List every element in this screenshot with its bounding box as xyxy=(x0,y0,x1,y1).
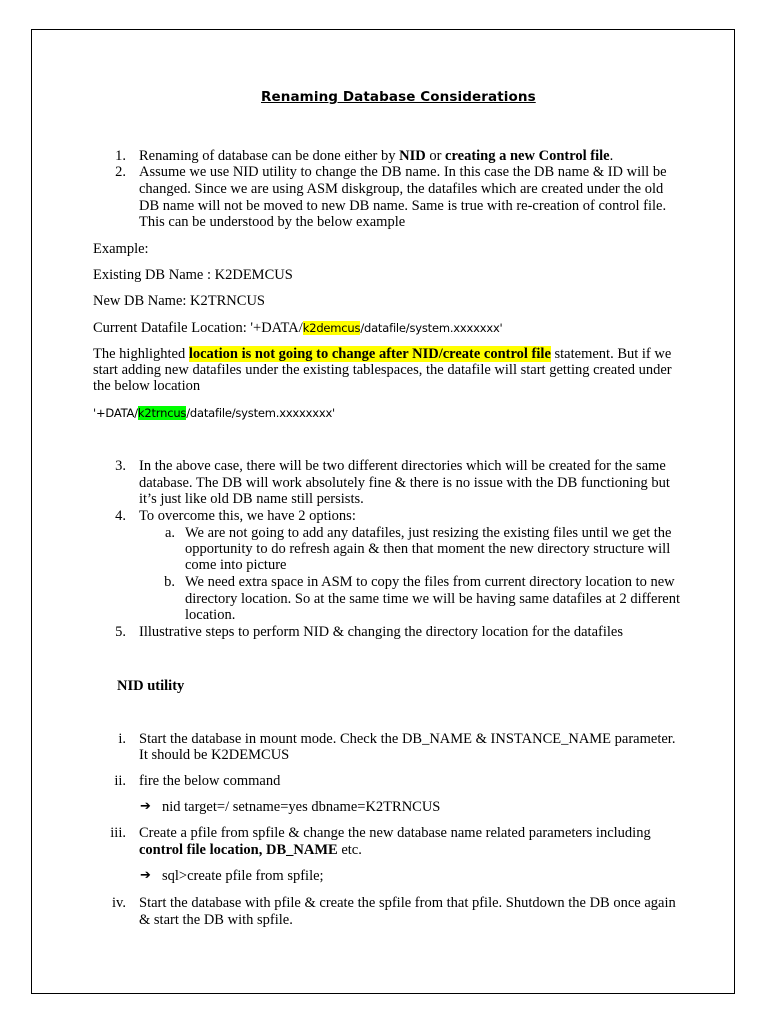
highlight-paragraph: The highlighted location is not going to change after NID/create control file statement. But if we xyxy=(93,346,672,362)
paragraph-line: start adding new datafiles under the existing tablespaces, the datafile will start getting created under xyxy=(93,362,672,378)
roman-number: ii. xyxy=(114,773,126,789)
example-label: Example: xyxy=(93,241,149,257)
roman-item-text: Create a pfile from spfile & change the new database name related parameters including xyxy=(139,825,651,841)
list-item-text: Illustrative steps to perform NID & changing the directory location for the datafiles xyxy=(139,624,623,640)
document-title: Renaming Database Considerations xyxy=(261,89,536,105)
new-db-name: New DB Name: K2TRNCUS xyxy=(93,293,265,309)
roman-item-text: & start the DB with spfile. xyxy=(139,912,293,928)
arrow-right-icon: ➔ xyxy=(140,868,151,883)
sublist-letter: a. xyxy=(164,525,175,541)
roman-number: i. xyxy=(118,731,126,747)
section-heading: NID utility xyxy=(117,678,185,694)
sublist-letter: b. xyxy=(164,574,175,590)
arrow-right-icon: ➔ xyxy=(140,799,151,814)
list-item-text: In the above case, there will be two different directories which will be created for the same xyxy=(139,458,666,474)
sublist-item-text: We are not going to add any datafiles, just resizing the existing files until we get the xyxy=(185,525,672,541)
sublist-item-text: directory location. So at the same time we will be having same datafiles at 2 different xyxy=(185,591,680,607)
list-number: 3. xyxy=(115,458,126,474)
sublist-item-text: We need extra space in ASM to copy the files from current directory location to new xyxy=(185,574,675,590)
sublist-item-text: come into picture xyxy=(185,557,287,573)
roman-item-text: It should be K2DEMCUS xyxy=(139,747,290,763)
list-number: 4. xyxy=(115,508,126,524)
list-number: 5. xyxy=(115,624,126,640)
paragraph-line: the below location xyxy=(93,378,201,394)
list-number: 2. xyxy=(115,164,126,180)
list-item-text: To overcome this, we have 2 options: xyxy=(139,508,356,524)
command-text: sql>create pfile from spfile; xyxy=(162,868,324,884)
roman-number: iii. xyxy=(110,825,126,841)
existing-db-name: Existing DB Name : K2DEMCUS xyxy=(93,267,293,283)
list-item-text: it’s just like old DB name still persists. xyxy=(139,491,364,507)
list-item-text: database. The DB will work absolutely fine & there is no issue with the DB functioning but xyxy=(139,475,670,491)
list-number: 1. xyxy=(115,148,126,164)
roman-item-text: Start the database in mount mode. Check the DB_NAME & INSTANCE_NAME parameter. xyxy=(139,731,676,747)
command-text: nid target=/ setname=yes dbname=K2TRNCUS xyxy=(162,799,441,815)
list-item-text: Assume we use NID utility to change the DB name. In this case the DB name & ID will be xyxy=(139,164,667,180)
list-item-text: This can be understood by the below example xyxy=(139,214,406,230)
sublist-item-text: opportunity to do refresh again & then that moment the new directory structure will xyxy=(185,541,671,557)
roman-item-text: control file location, DB_NAME etc. xyxy=(139,842,362,858)
current-datafile-location: Current Datafile Location: '+DATA/k2demcus/datafile/system.xxxxxxx' xyxy=(93,320,503,336)
roman-item-text: Start the database with pfile & create the spfile from that pfile. Shutdown the DB once again xyxy=(139,895,676,911)
new-datafile-location: '+DATA/k2trncus/datafile/system.xxxxxxxx' xyxy=(93,406,336,420)
list-item-text: changed. Since we are using ASM diskgroup, the datafiles which are created under the old xyxy=(139,181,664,197)
roman-number: iv. xyxy=(112,895,126,911)
roman-item-text: fire the below command xyxy=(139,773,281,789)
sublist-item-text: location. xyxy=(185,607,236,623)
list-item-text: DB name will not be moved to new DB name. Same is true with re-creation of control file. xyxy=(139,198,667,214)
list-item-text: Renaming of database can be done either by NID or creating a new Control file. xyxy=(139,148,614,164)
